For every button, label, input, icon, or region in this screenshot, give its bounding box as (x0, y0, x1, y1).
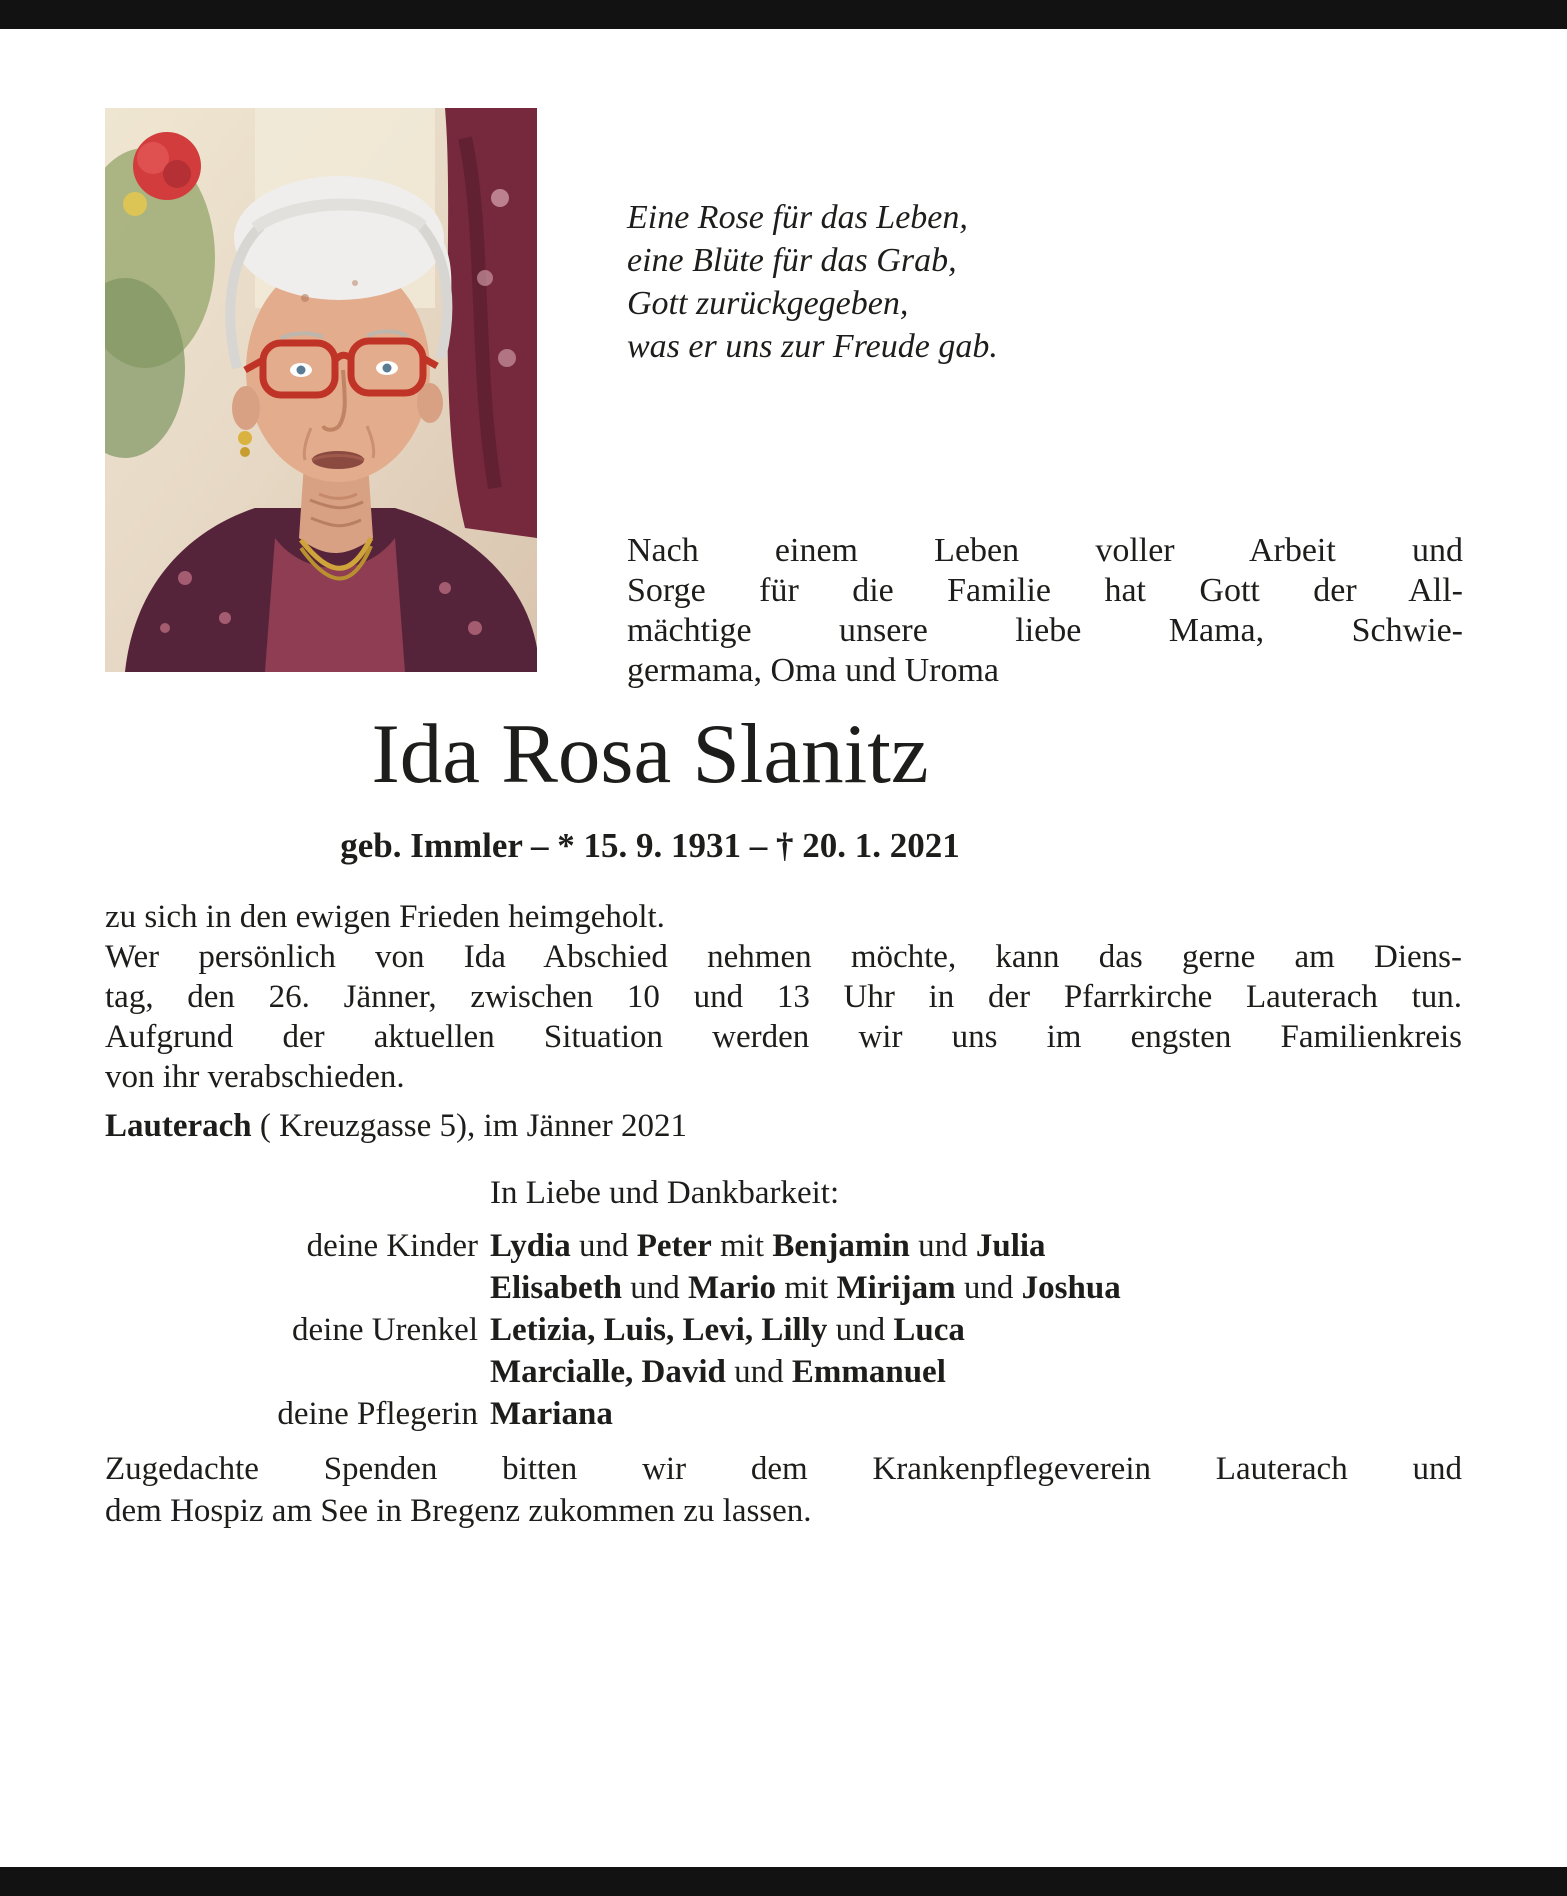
credit-names: Letizia, Luis, Levi, Lilly und Luca (490, 1312, 965, 1348)
credit-names: Lydia und Peter mit Benjamin und Julia (490, 1228, 1046, 1264)
bottom-border-bar (0, 1867, 1567, 1896)
credit-role-label: deine Pflegerin (277, 1396, 478, 1432)
intro-line: Nach einem Leben voller Arbeit und (627, 532, 1463, 569)
announcement-paragraph (105, 897, 1462, 1097)
poem-line: was er uns zur Freude gab. (627, 328, 998, 365)
credit-role-label: deine Kinder (306, 1228, 478, 1264)
credit-names: Elisabeth und Mario mit Mirijam und Joshua (490, 1270, 1121, 1306)
announcement-line: zu sich in den ewigen Frieden heimgeholt. (105, 899, 665, 935)
poem-line: Gott zurückgegeben, (627, 285, 909, 322)
credit-row (105, 1351, 1462, 1393)
deceased-name: Ida Rosa Slanitz (371, 707, 929, 801)
portrait-photo-illustration (105, 108, 537, 672)
memorial-poem (627, 196, 998, 368)
poem-line: Eine Rose für das Leben, (627, 199, 968, 236)
credit-row (105, 1309, 1462, 1351)
donation-line: Zugedachte Spenden bitten wir dem Krankenpflegeverein Lauterach und (105, 1451, 1462, 1487)
announcement-line: Wer persönlich von Ida Abschied nehmen möchte, kann das gerne am Diens- (105, 939, 1462, 975)
gratitude-heading: In Liebe und Dankbarkeit: (490, 1175, 840, 1211)
announcement-line: tag, den 26. Jänner, zwischen 10 und 13 Uhr in der Pfarrkirche Lauterach tun. (105, 979, 1462, 1015)
credit-row (105, 1393, 1462, 1435)
top-border-bar (0, 0, 1567, 29)
intro-line: mächtige unsere liebe Mama, Schwie- (627, 612, 1463, 649)
portrait-photo (105, 108, 537, 672)
credit-role-label (105, 1351, 478, 1393)
donation-line: dem Hospiz am See in Bregenz zukommen zu lassen. (105, 1493, 812, 1529)
credit-row (105, 1267, 1462, 1309)
credit-names: Marcialle, David und Emmanuel (490, 1354, 946, 1390)
credit-role-label (105, 1267, 478, 1309)
life-dates: geb. Immler – * 15. 9. 1931 – † 20. 1. 2021 (340, 826, 960, 865)
credit-row (105, 1225, 1462, 1267)
donation-paragraph (105, 1448, 1462, 1532)
intro-line: germama, Oma und Uroma (627, 652, 999, 689)
credit-names: Mariana (490, 1396, 613, 1432)
poem-line: eine Blüte für das Grab, (627, 242, 957, 279)
announcement-line: von ihr verabschieden. (105, 1059, 405, 1095)
announcement-line: Aufgrund der aktuellen Situation werden wir uns im engsten Familienkreis (105, 1019, 1462, 1055)
intro-paragraph (627, 531, 1463, 691)
intro-line: Sorge für die Familie hat Gott der All- (627, 572, 1463, 609)
family-credits (105, 1172, 1462, 1435)
place-date-line: Lauterach ( Kreuzgasse 5), im Jänner 2021 (105, 1108, 687, 1144)
credit-role-label: deine Urenkel (292, 1312, 478, 1348)
